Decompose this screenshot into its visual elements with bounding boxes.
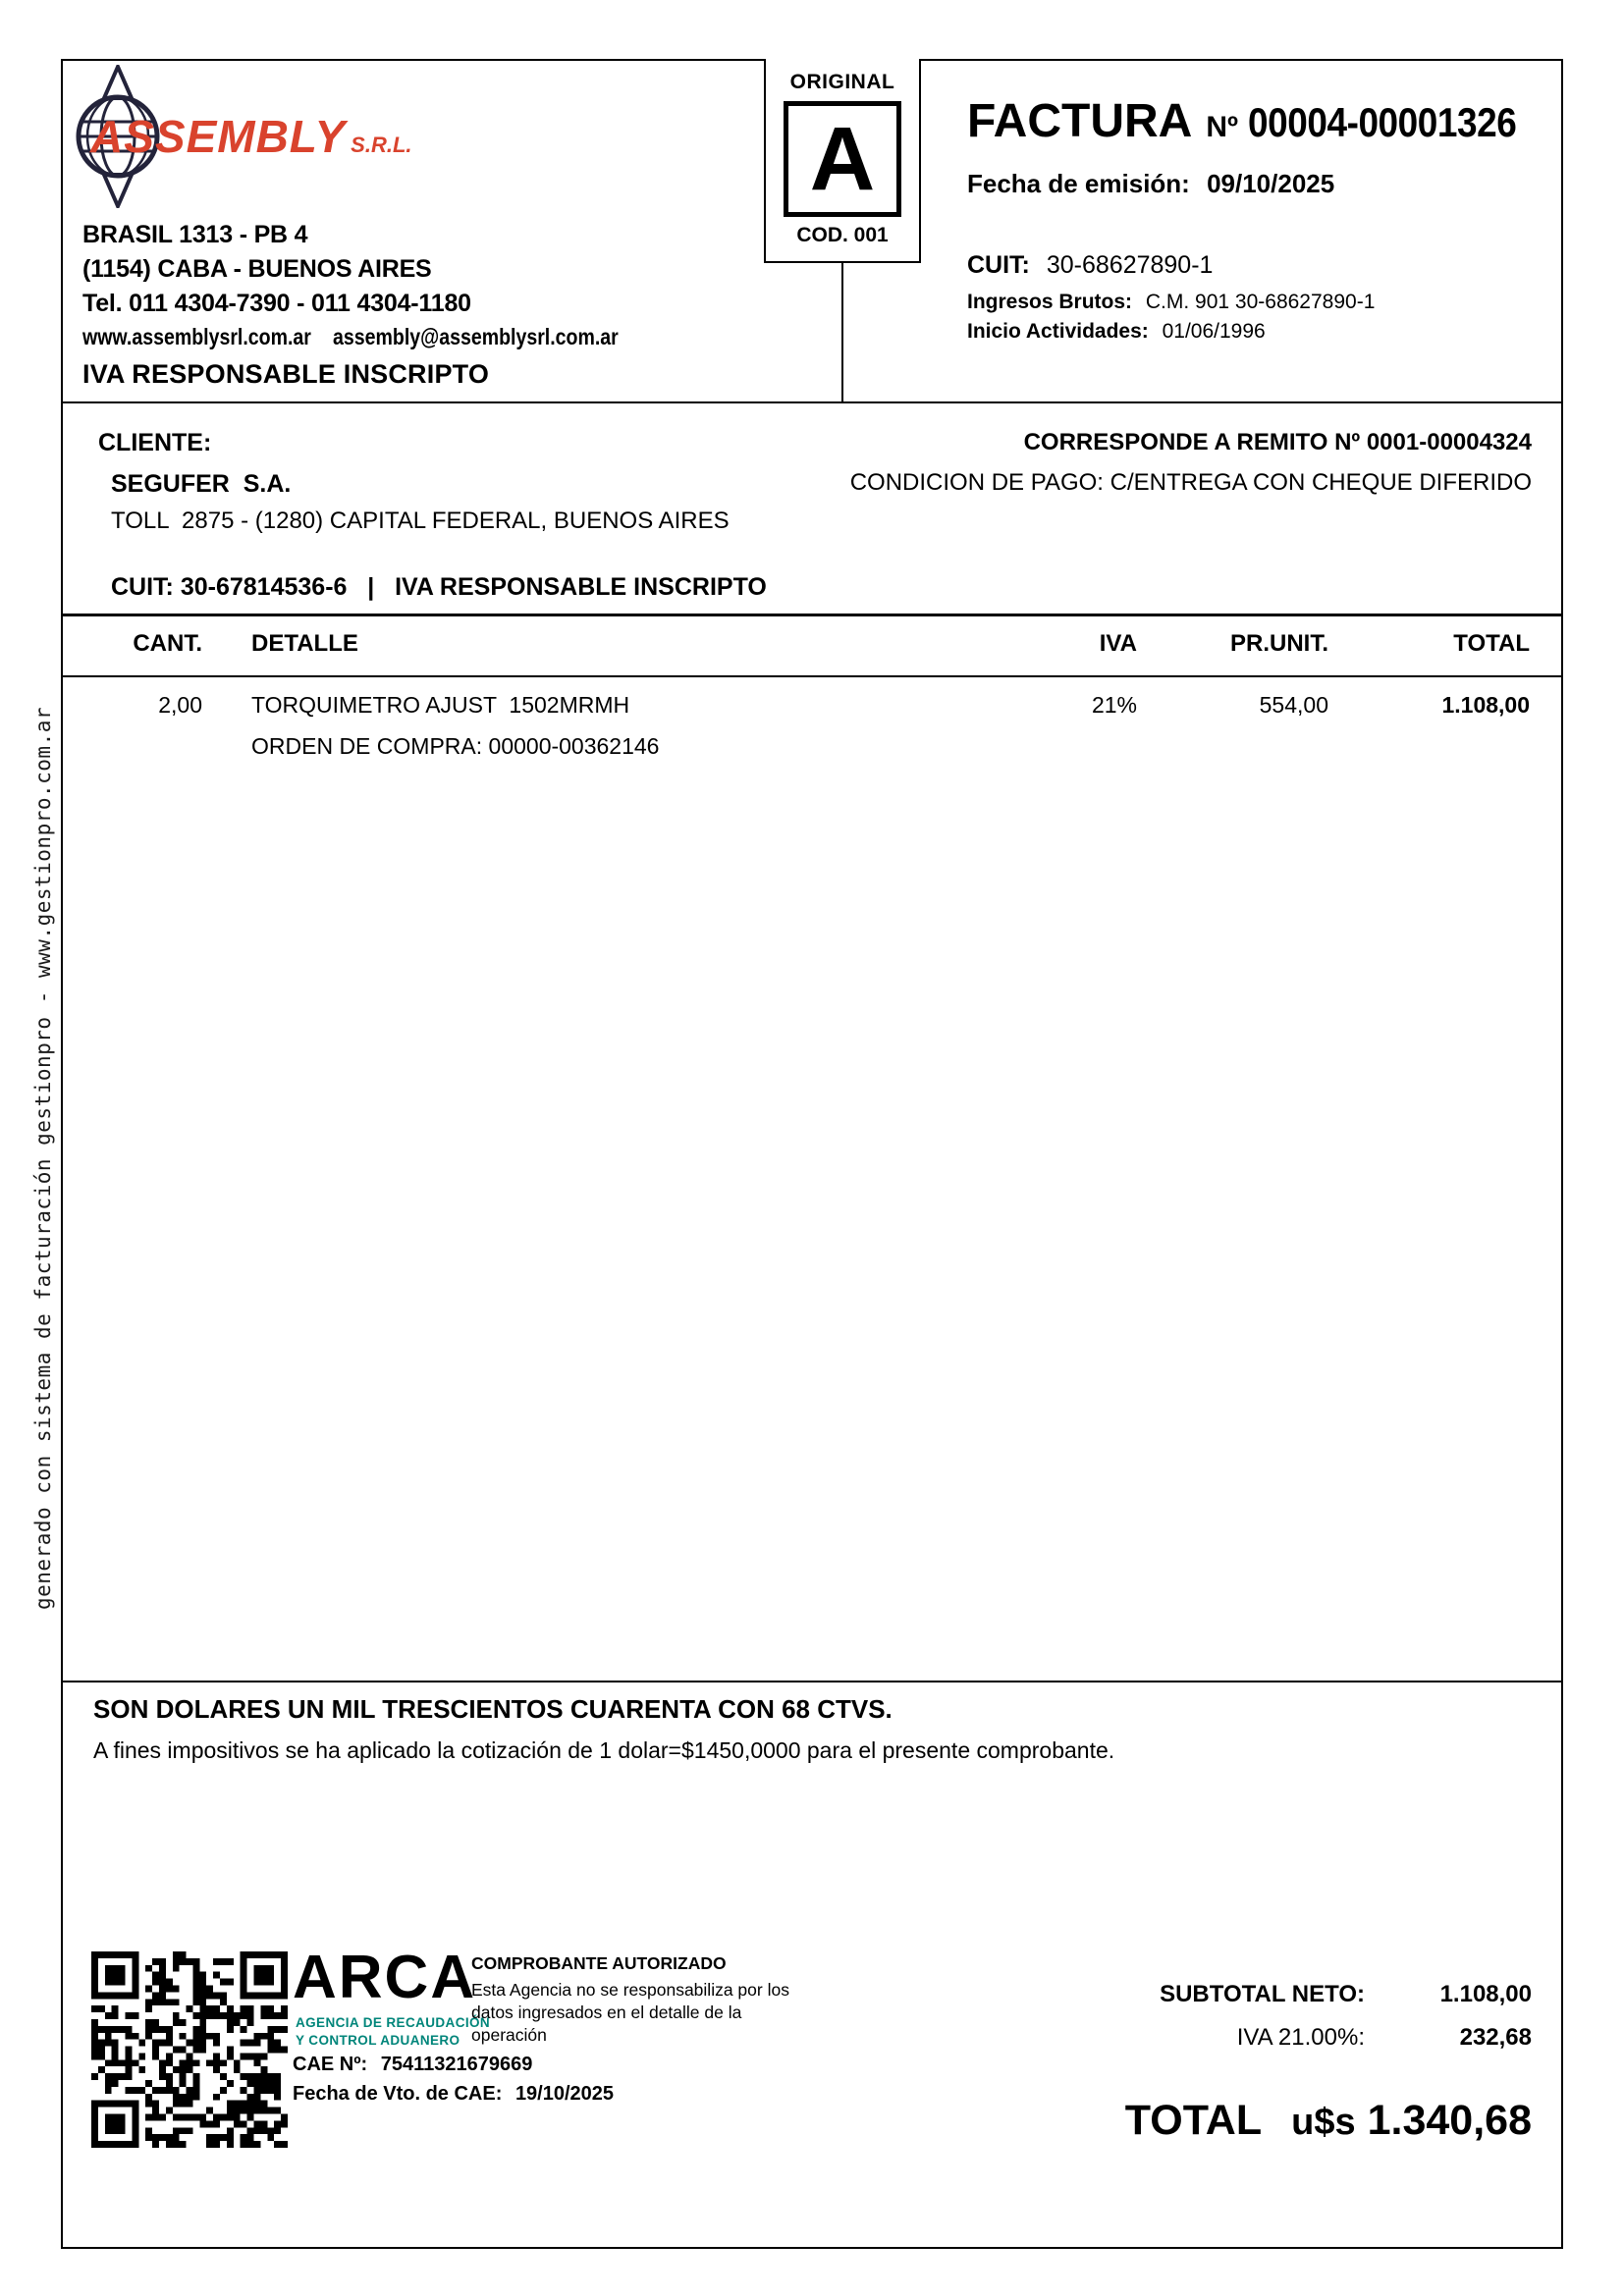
amount-in-words: SON DOLARES UN MIL TRESCIENTOS CUARENTA CON 68 CTVS. <box>93 1694 893 1724</box>
issue-date-label: Fecha de emisión: <box>967 169 1190 198</box>
fx-rate-note: A fines impositivos se ha aplicado la cotización de 1 dolar=$1450,0000 para el presente comprobante. <box>93 1737 1115 1763</box>
copy-type-label: ORIGINAL <box>789 71 895 93</box>
header-total: TOTAL <box>1453 630 1530 657</box>
row-qty: 2,00 <box>158 692 202 718</box>
generator-watermark: generado con sistema de facturación gestionpro - www.gestionpro.com.ar <box>31 706 55 1611</box>
invoice-letter-box <box>784 101 901 217</box>
header-unit-price: PR.UNIT. <box>1229 630 1328 657</box>
payment-terms: CONDICION DE PAGO: C/ENTREGA CON CHEQUE DIFERIDO <box>849 469 1532 496</box>
activity-start-label: Inicio Actividades: <box>967 320 1149 343</box>
gross-income-row <box>967 291 1375 314</box>
header-iva: IVA <box>1099 630 1137 657</box>
invoice-number-prefix: Nº <box>1206 111 1238 143</box>
gross-income-value: C.M. 901 30-68627890-1 <box>1145 291 1376 313</box>
authorized-note: Esta Agencia no se responsabiliza por los datos ingresados en el detalle de la operación <box>471 1980 789 2045</box>
row-total: 1.108,00 <box>1441 692 1530 718</box>
subtotal-value: 1.108,00 <box>1439 1981 1532 2007</box>
company-cuit-value: 30-68627890-1 <box>1046 251 1214 279</box>
iva-row <box>1041 2024 1532 2052</box>
issue-date-value: 09/10/2025 <box>1207 169 1335 198</box>
gross-income-label: Ingresos Brutos: <box>967 291 1133 313</box>
doc-type-cell <box>764 59 921 263</box>
cae-number: 75411321679669 <box>380 2054 533 2075</box>
invoice-letter: A <box>809 109 876 209</box>
authorized-title: COMPROBANTE AUTORIZADO <box>471 1953 727 1973</box>
header-qty: CANT. <box>133 630 202 657</box>
subtotal-row <box>1041 1981 1532 2008</box>
subtotal-label: SUBTOTAL NETO: <box>1160 1981 1365 2007</box>
cae-row <box>293 2054 532 2076</box>
company-legal-suffix: S.R.L. <box>351 133 412 157</box>
total-label: TOTAL <box>1124 2097 1263 2144</box>
company-address-line1: BRASIL 1313 - PB 4 <box>82 221 308 248</box>
purchase-order-note: ORDEN DE COMPRA: 00000-00362146 <box>251 733 660 759</box>
client-name: SEGUFER S.A. <box>111 470 292 498</box>
agency-subtitle-line2: Y CONTROL ADUANERO <box>296 2032 460 2048</box>
agency-logo: ARCA <box>293 1944 477 2011</box>
header-divider <box>61 401 1563 403</box>
invoice-number: 00004-00001326 <box>1247 99 1517 145</box>
issue-date-row <box>967 169 1334 199</box>
client-divider <box>61 614 1563 616</box>
row-detail: TORQUIMETRO AJUST 1502MRMH <box>251 692 630 718</box>
cae-due-label: Fecha de Vto. de CAE: <box>293 2083 503 2105</box>
client-cuit-line: CUIT: 30-67814536-6 | IVA RESPONSABLE INSCRIPTO <box>111 573 767 601</box>
remito-reference: CORRESPONDE A REMITO Nº 0001-00004324 <box>1023 429 1532 455</box>
company-name: ASSEMBLY <box>90 111 347 162</box>
company-email: assembly@assemblysrl.com.ar <box>333 324 619 349</box>
company-website: www.assemblysrl.com.ar <box>82 324 311 349</box>
items-table-header <box>61 630 1563 658</box>
total-value: 1.340,68 <box>1367 2097 1532 2144</box>
summary-divider <box>61 1681 1563 1682</box>
header-center-divider <box>841 263 843 401</box>
cae-label: CAE Nº: <box>293 2054 368 2075</box>
cae-due-date: 19/10/2025 <box>514 2083 615 2105</box>
invoice-title-row <box>967 94 1553 148</box>
header-detail: DETALLE <box>251 630 358 657</box>
company-logo <box>69 63 491 212</box>
row-unit-price: 554,00 <box>1259 692 1328 718</box>
row-iva: 21% <box>1091 692 1137 718</box>
company-contact-line <box>82 321 633 353</box>
iva-value: 232,68 <box>1459 2024 1532 2051</box>
agency-subtitle <box>296 2014 490 2049</box>
iva-label: IVA 21.00%: <box>1236 2024 1365 2051</box>
company-iva-condition: IVA RESPONSABLE INSCRIPTO <box>82 359 490 389</box>
activity-start-row <box>967 320 1266 344</box>
company-brand <box>90 110 412 163</box>
company-cuit-label: CUIT: <box>967 251 1030 279</box>
grand-total-row <box>1125 2097 1532 2145</box>
table-header-divider <box>61 675 1563 677</box>
cae-due-row <box>293 2083 614 2106</box>
activity-start-value: 01/06/1996 <box>1162 320 1266 343</box>
company-info <box>82 218 731 353</box>
qr-code <box>91 1951 288 2148</box>
company-phone: Tel. 011 4304-7390 - 011 4304-1180 <box>82 290 471 317</box>
company-address-line2: (1154) CABA - BUENOS AIRES <box>82 255 432 283</box>
invoice-code: COD. 001 <box>796 224 889 246</box>
total-currency: u$s <box>1291 2102 1356 2143</box>
agency-subtitle-line1: AGENCIA DE RECAUDACIÓN <box>296 2015 491 2030</box>
company-cuit-row <box>967 251 1213 280</box>
client-address: TOLL 2875 - (1280) CAPITAL FEDERAL, BUENOS AIRES <box>111 507 730 534</box>
table-row <box>61 692 1563 719</box>
invoice-title: FACTURA <box>967 95 1193 147</box>
client-label: CLIENTE: <box>98 429 212 456</box>
